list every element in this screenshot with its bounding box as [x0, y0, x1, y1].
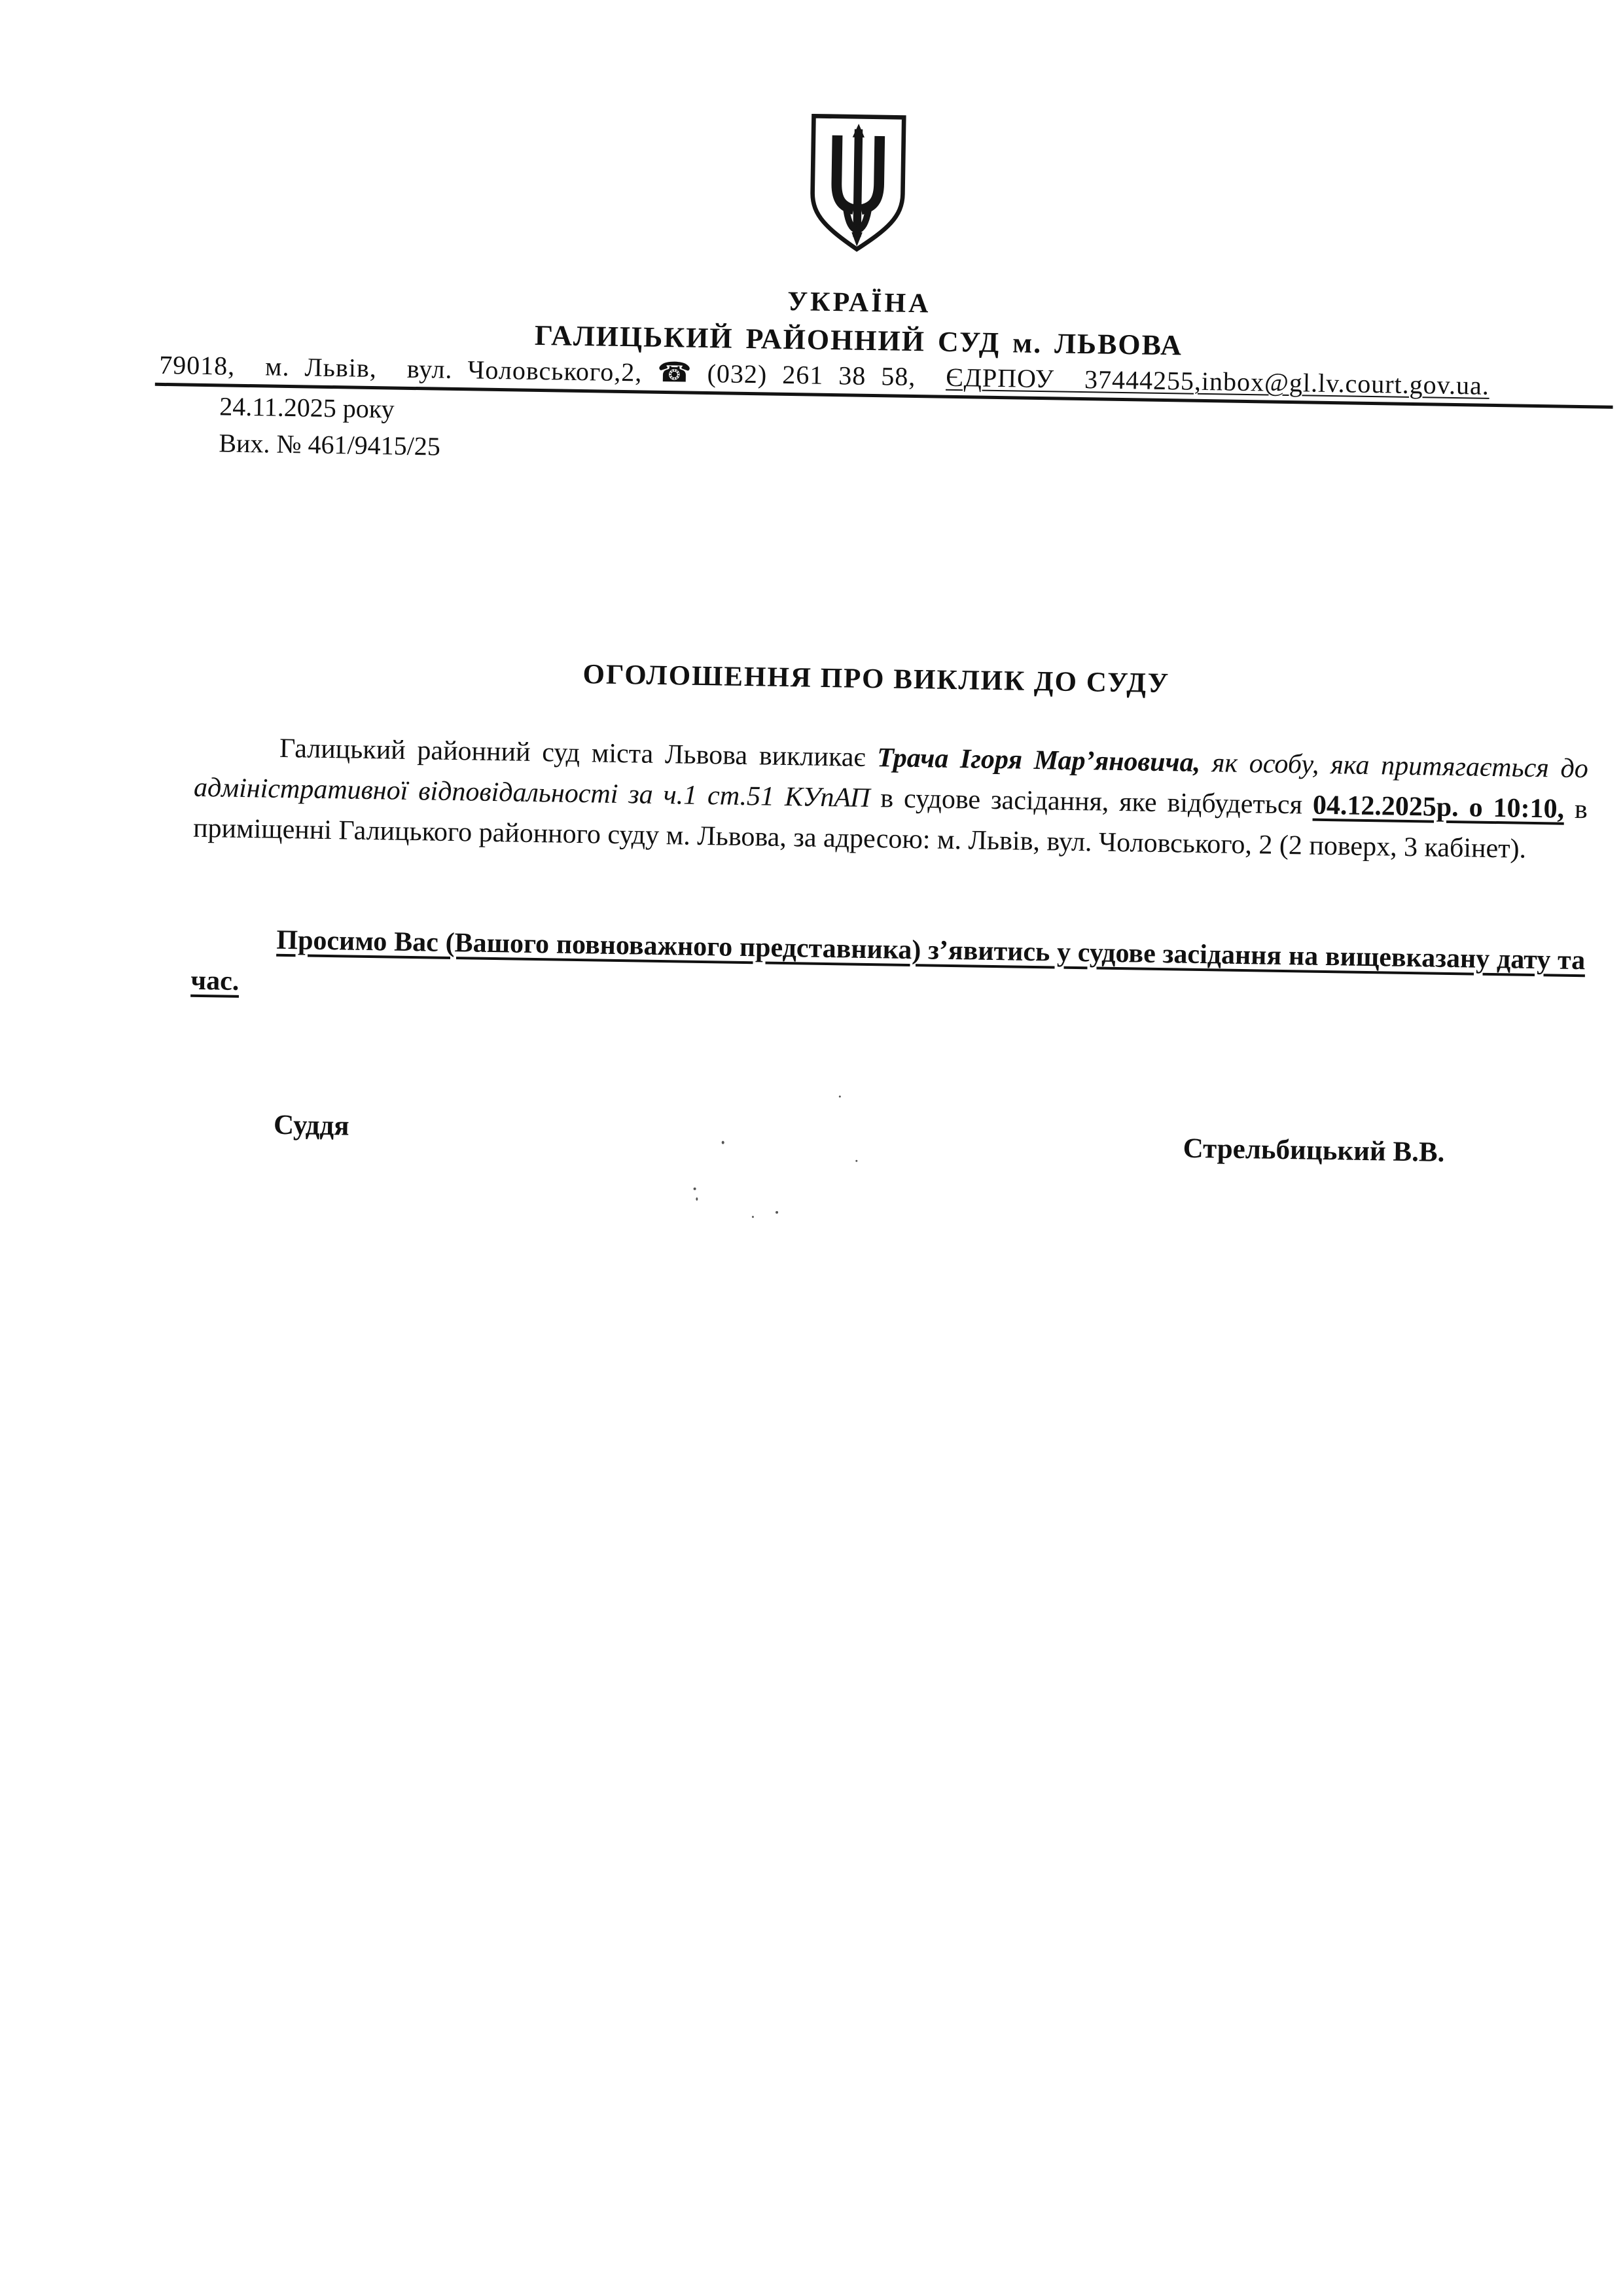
signature-speckle [696, 1197, 698, 1201]
request-text: Просимо Вас (Вашого повноважного представника) з’явитись у судове засідання на вищевказану дату та час. [190, 925, 1586, 997]
signature-speckle [839, 1095, 841, 1097]
judge-label: Суддя [273, 1109, 349, 1142]
hearing-datetime: 04.12.2025р. о 10:10, [1312, 790, 1565, 824]
ukraine-trident-icon [802, 111, 914, 262]
body-paragraph [193, 727, 1589, 870]
signature-speckle [752, 1216, 754, 1218]
phone-icon: ☎ [656, 357, 693, 389]
document-title: ОГОЛОШЕННЯ ПРО ВИКЛИК ДО СУДУ [582, 659, 1170, 699]
signature-speckle [694, 1188, 696, 1190]
address-text: 79018, м. Львів, вул. Чоловського,2, [158, 349, 658, 387]
outgoing-number: Вих. № 461/9415/25 [219, 428, 441, 461]
signature-speckle [855, 1160, 857, 1162]
summoned-person-name: Трача Ігоря Мар’яновича, [876, 743, 1201, 778]
outgoing-date: 24.11.2025 року [219, 391, 395, 424]
body-intro: Галицький районний суд міста Львова викликає [279, 733, 878, 773]
offense-clause: як особу, яка притягається до адміністративної відповідальності за ч.1 ст.51 КУпАП [193, 747, 1589, 814]
ukraine-coat-of-arms [802, 111, 914, 262]
signature-speckle [776, 1211, 778, 1214]
registry-and-email: ЄДРПОУ 37444255,inbox@gl.lv.court.gov.ua. [945, 362, 1490, 400]
court-name: ГАЛИЦЬКИЙ РАЙОННИЙ СУД м. ЛЬВОВА [534, 319, 1183, 362]
body-mid: в судове засідання, яке відбудеться [870, 783, 1313, 821]
request-paragraph [190, 918, 1586, 1023]
country-name: УКРАЇНА [787, 286, 931, 319]
body-rest: в приміщенні Галицького районного суду м. Львова, за адресою: м. Львів, вул. Чоловського, 2 (2 поверх, 3 кабінет). [192, 794, 1588, 864]
judge-name: Стрельбицький В.В. [1183, 1133, 1445, 1168]
phone-number: (032) 261 38 58, [692, 358, 946, 392]
signature-speckle [722, 1141, 724, 1144]
